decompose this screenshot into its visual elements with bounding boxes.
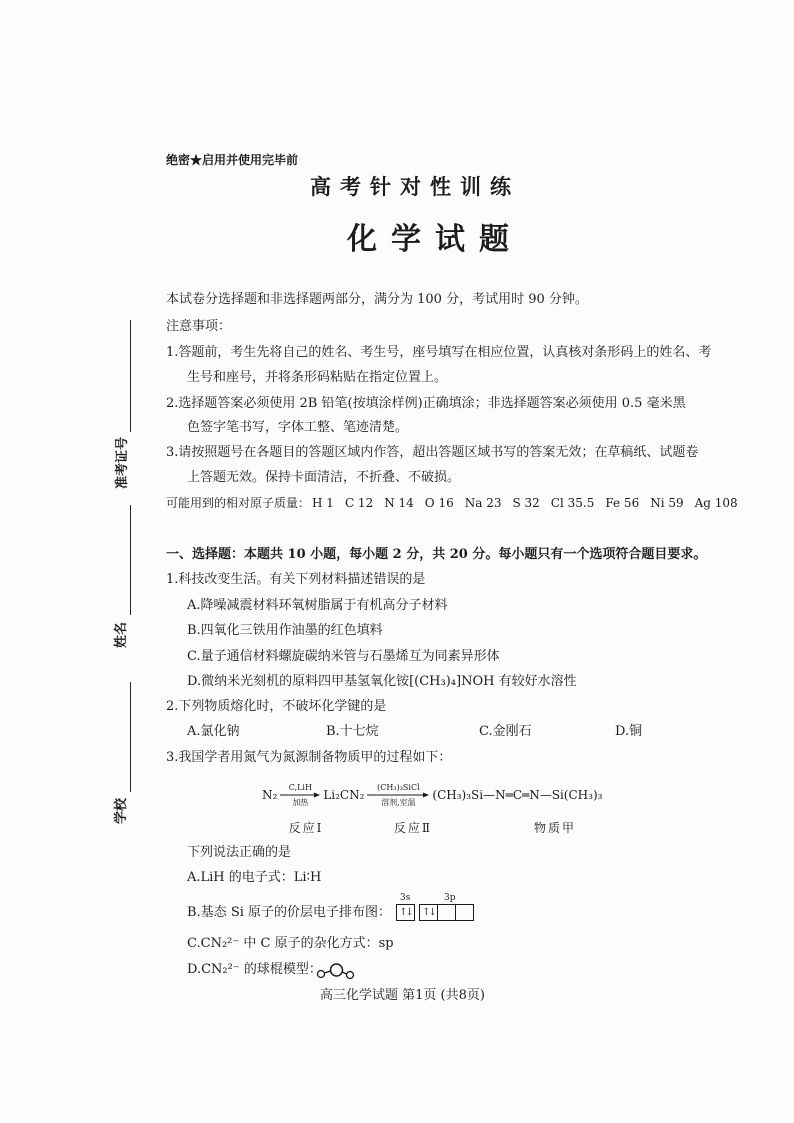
question-2-option-c: C.金刚石 xyxy=(479,724,532,739)
school-label: 学校 xyxy=(114,798,129,825)
reaction-1-label: 反应Ⅰ xyxy=(288,821,324,835)
section-heading: 一、选择题：本题共 10 小题，每小题 2 分，共 20 分。每小题只有一个选项符合题目要求。 xyxy=(166,547,707,562)
orbital-box: ↑↓ xyxy=(396,904,415,921)
atomic-mass-entry: Fe 56 xyxy=(605,496,640,510)
notice-item-3-line-1: 3.请按照题号在各题目的答题区域内作答，超出答题区域书写的答案无效；在草稿纸、试题卷 xyxy=(166,445,699,460)
question-1-option-a: A.降噪减震材料环氧树脂属于有机高分子材料 xyxy=(187,598,448,613)
question-3-prompt: 下列说法正确的是 xyxy=(187,845,292,860)
question-3-option-d: D.CN₂²⁻ 的球棍模型： xyxy=(187,962,322,977)
name-label: 姓名 xyxy=(114,622,129,649)
atomic-mass-entry: Na 23 xyxy=(464,496,502,510)
question-3-option-a: A.LiH 的电子式：Li∶H xyxy=(187,870,322,885)
question-3-option-b: B.基态 Si 原子的价层电子排布图： xyxy=(187,905,392,920)
reaction-arrow-2 xyxy=(367,783,429,807)
notice-item-3-line-2: 上答题无效。保持卡面清洁，不折叠、不破损。 xyxy=(187,470,461,485)
step-2-reagent: (CH₃)₃SiCl xyxy=(377,783,420,792)
step-2-condition: 溶剂,室温 xyxy=(381,798,416,807)
step-1-reagent: C,LiH xyxy=(288,783,312,792)
orbital-3p-label: 3p xyxy=(444,893,456,903)
exam-id-label: 准考证号 xyxy=(115,437,130,490)
product: (CH₃)₃Si—N═C═N—Si(CH₃)₃ xyxy=(432,788,603,802)
intermediate: Li₂CN₂ xyxy=(323,788,365,802)
ball-and-stick-model-icon xyxy=(316,961,360,981)
notice-heading: 注意事项： xyxy=(166,319,232,334)
question-1-option-b: B.四氧化三铁用作油墨的红色填料 xyxy=(187,623,383,638)
atomic-mass-entry: O 16 xyxy=(424,496,454,510)
exam-subtitle: 高考针对性训练 xyxy=(310,174,520,199)
exam-id-line xyxy=(130,320,131,432)
reaction-2-label: 反应Ⅱ xyxy=(393,821,433,835)
question-3-stem: 3.我国学者用氮气为氮源制备物质甲的过程如下： xyxy=(166,750,452,765)
orbital-box xyxy=(438,904,456,921)
atomic-mass-entry: Ag 108 xyxy=(694,496,738,510)
atomic-mass-entry: C 12 xyxy=(344,496,374,510)
page-footer: 高三化学试题 第1页 (共8页) xyxy=(320,988,485,1003)
question-2-option-b: B.十七烷 xyxy=(326,724,379,739)
school-line xyxy=(130,682,131,792)
atomic-mass-entry: N 14 xyxy=(384,496,414,510)
confidential-notice: 绝密★启用并使用完毕前 xyxy=(166,153,299,167)
atomic-mass-entry: Cl 35.5 xyxy=(550,496,595,510)
atomic-mass-entry: H 1 xyxy=(312,496,334,510)
atomic-mass-entry: S 32 xyxy=(512,496,540,510)
question-1-option-d: D.微纳米光刻机的原料四甲基氢氧化铵[(CH₃)₄]NOH 有较好水溶性 xyxy=(187,674,577,689)
orbital-box: ↑↓ xyxy=(419,904,438,921)
atomic-masses-list xyxy=(312,495,738,511)
reaction-arrow-1 xyxy=(280,783,320,807)
notice-item-1-line-1: 1.答题前，考生先将自己的姓名、考生号，座号填写在相应位置，认真核对条形码上的姓名、考 xyxy=(166,345,712,360)
notice-item-2-line-2: 色签字笔书写，字体工整、笔迹清楚。 xyxy=(187,420,409,435)
step-1-condition: 加热 xyxy=(292,798,309,807)
atomic-masses xyxy=(166,495,738,511)
atomic-masses-label: 可能用到的相对原子质量： xyxy=(166,496,311,510)
notice-item-2-line-1: 2.选择题答案必须使用 2B 铅笔(按填涂样例)正确填涂；非选择题答案必须使用 0.5 毫米黑 xyxy=(166,396,686,411)
product-label: 物质甲 xyxy=(533,821,576,835)
reaction-scheme xyxy=(262,779,602,811)
name-line xyxy=(130,505,131,615)
orbital-box xyxy=(456,904,474,921)
atomic-mass-entry: Ni 59 xyxy=(650,496,684,510)
exam-intro: 本试卷分选择题和非选择题两部分，满分为 100 分，考试用时 90 分钟。 xyxy=(166,292,588,307)
question-1-stem: 1.科技改变生活。有关下列材料描述错误的是 xyxy=(166,572,426,587)
exam-title: 化学试题 xyxy=(347,222,523,257)
question-2-stem: 2.下列物质熔化时，不破坏化学键的是 xyxy=(166,699,387,714)
orbital-3s-boxes xyxy=(396,904,415,921)
reactant: N₂ xyxy=(262,788,278,802)
question-2-option-a: A.氯化钠 xyxy=(187,724,240,739)
question-1-option-c: C.量子通信材料螺旋碳纳米管与石墨烯互为同素异形体 xyxy=(187,649,500,664)
notice-item-1-line-2: 生号和座号，并将条形码粘贴在指定位置上。 xyxy=(187,370,448,385)
orbital-3s-label: 3s xyxy=(400,893,411,903)
question-3-option-c: C.CN₂²⁻ 中 C 原子的杂化方式：sp xyxy=(187,936,394,951)
question-2-option-d: D.铜 xyxy=(615,724,643,739)
orbital-3p-boxes xyxy=(419,904,474,921)
